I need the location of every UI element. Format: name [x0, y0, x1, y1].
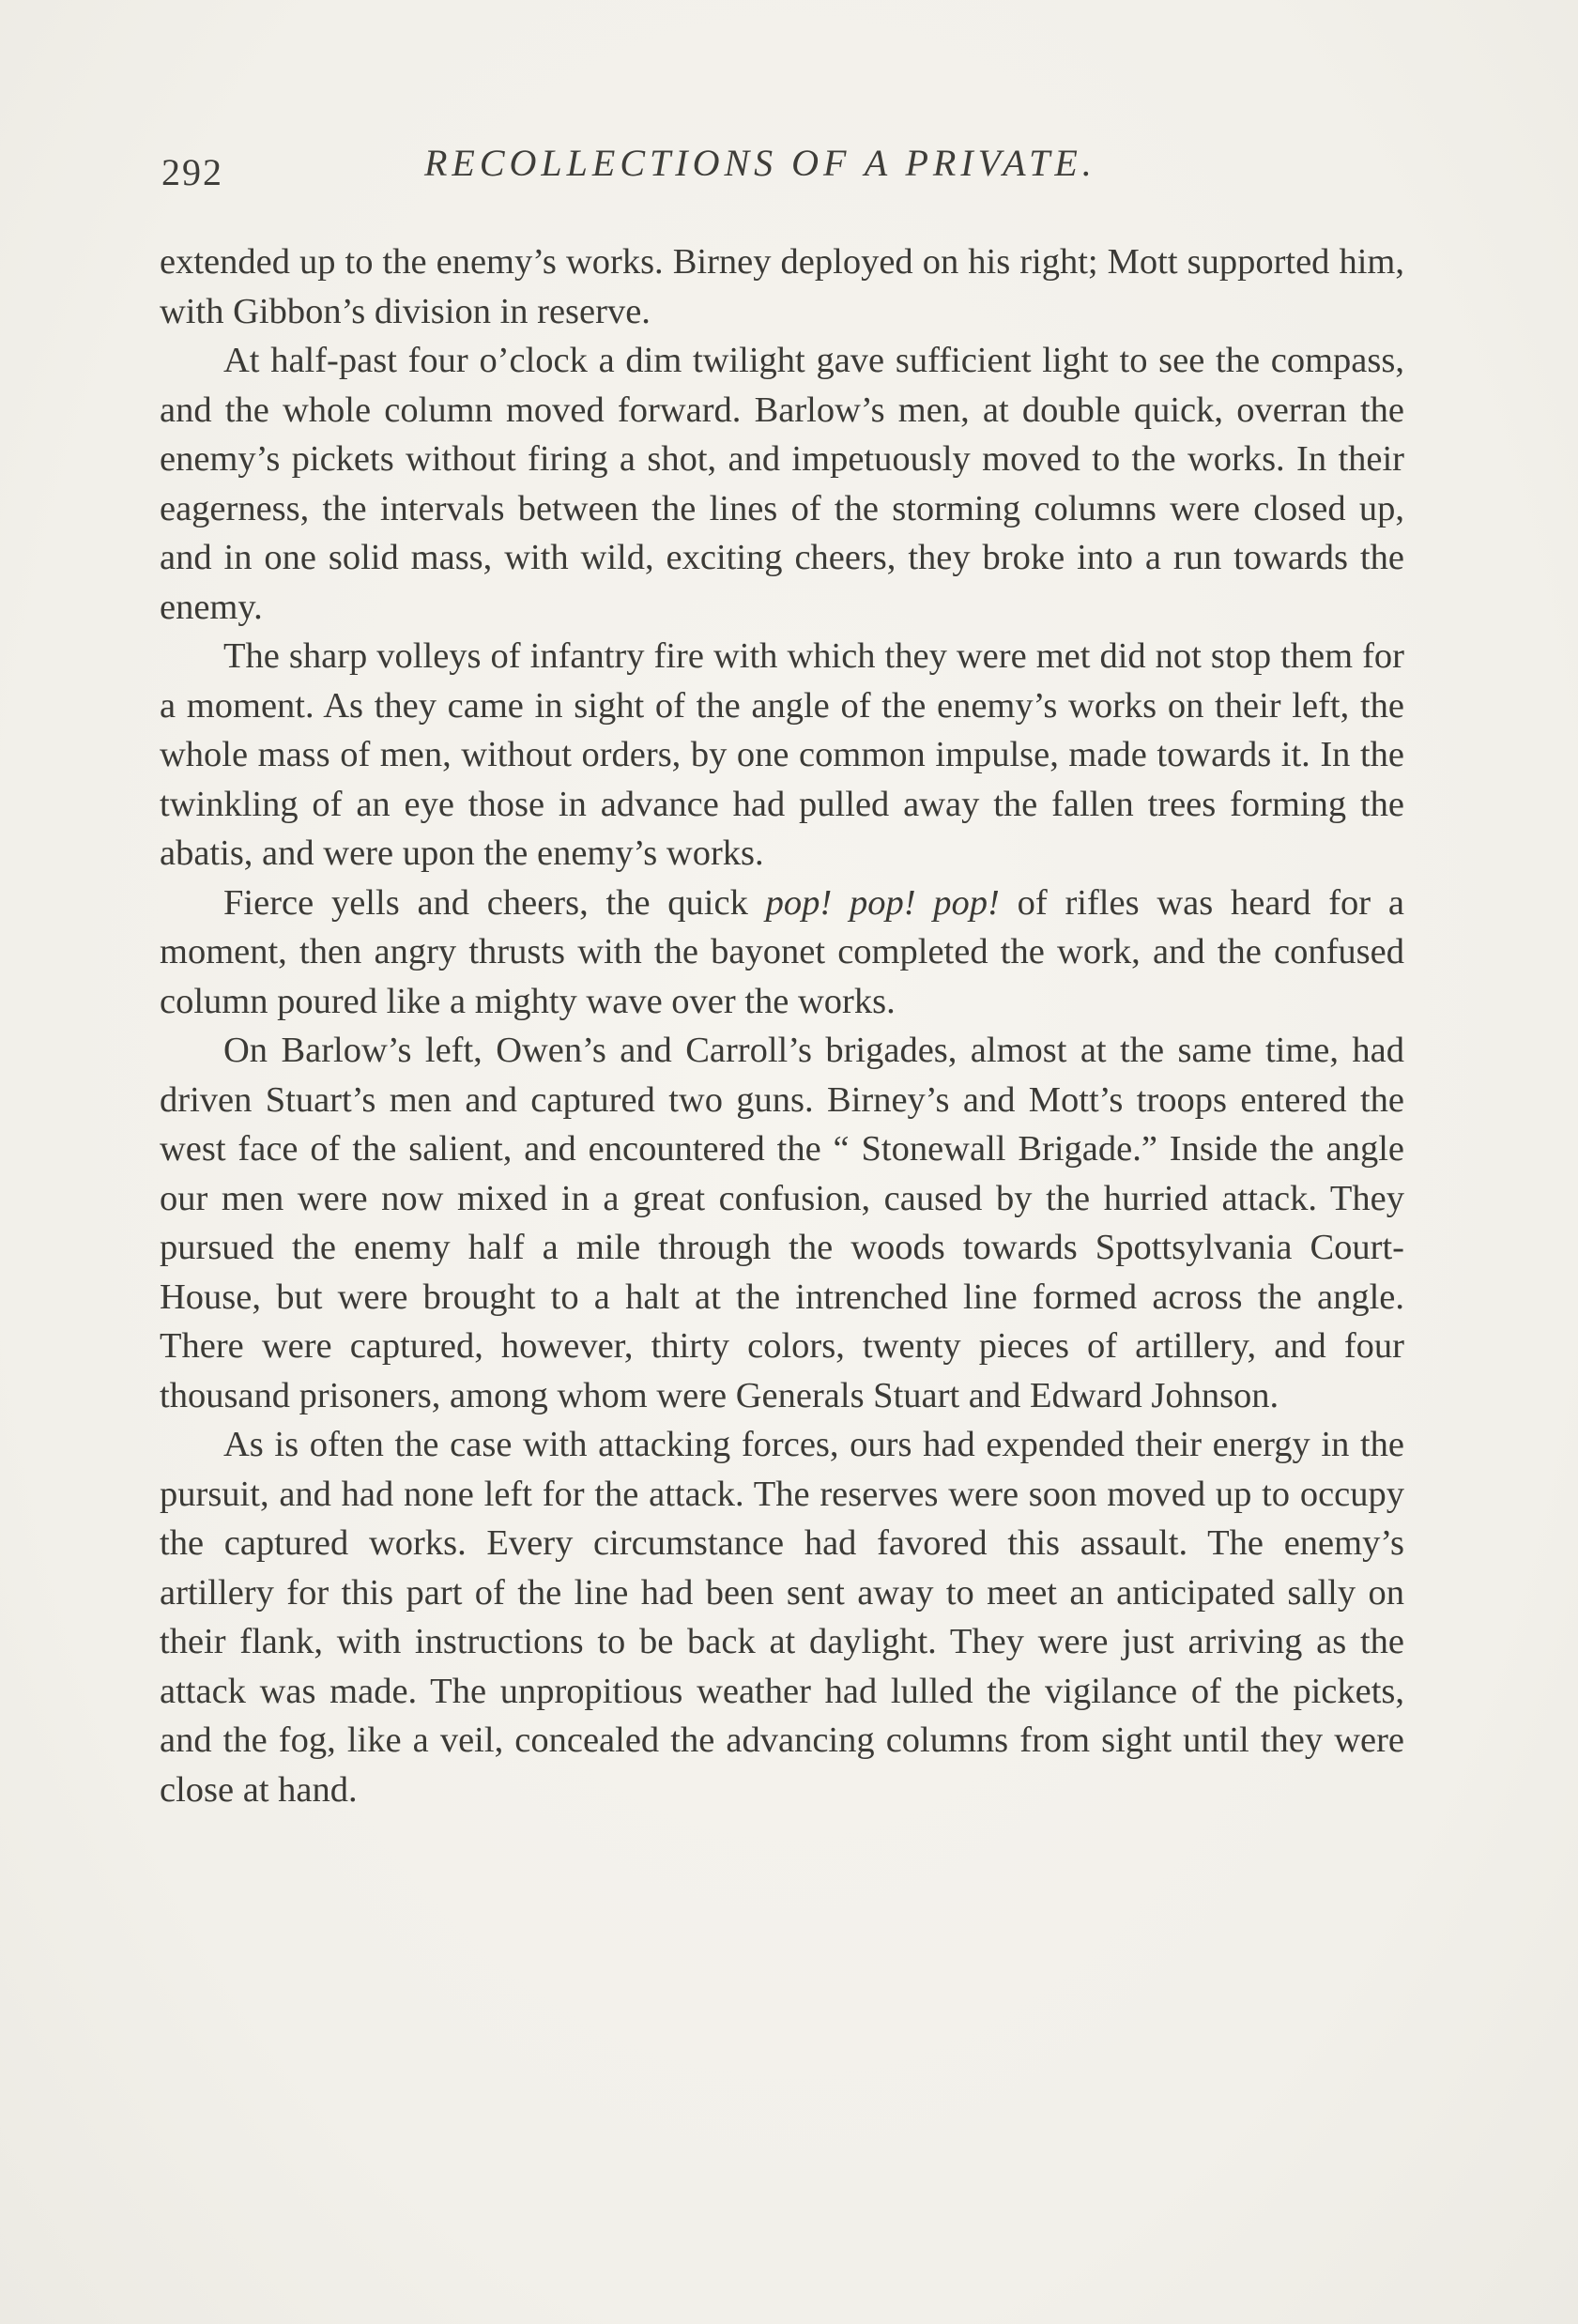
running-title: RECOLLECTIONS OF A PRIVATE.	[424, 142, 1096, 184]
paragraph-4-emphasis: pop! pop! pop!	[765, 882, 1000, 923]
paragraph-1: extended up to the enemy’s works. Birney deployed on his right; Mott supported him, with Gibbon’s division in reserve.	[160, 242, 1404, 331]
paragraph-5: On Barlow’s left, Owen’s and Carroll’s brigades, almost at the same time, had driven Stuart’s men and captured two guns. Birney’s and Mott’s troops entered the west face of the salient, and encountered the “ Stonewall Brigade.” Inside the angle our men were now mixed in a great confusion, caused by the hurried attack. They pursued the enemy half a mile through the woods towards Spottsylvania Court-House, but were brought to a halt at the intrenched line formed across the angle. There were captured, however, thirty colors, twenty pieces of artillery, and four thousand prisoners, among whom were Generals Stuart and Edward Johnson.	[160, 1031, 1404, 1415]
paragraph-3: The sharp volleys of infantry fire with which they were met did not stop them for a moment. As they came in sight of the angle of the enemy’s works on their left, the whole mass of men, without orders, by one common impulse, made towards it. In the twinkling of an eye those in advance had pulled away the fallen trees forming the abatis, and were upon the enemy’s works.	[160, 636, 1404, 873]
body-text	[160, 237, 1404, 1814]
paragraph-4	[160, 879, 1404, 1027]
paragraph-6: As is often the case with attacking forces, ours had expended their energy in the pursuit, and had none left for the attack. The reserves were soon moved up to occupy the captured works. Every circumstance had favored this assault. The enemy’s artillery for this part of the line had been sent away to meet an anticipated sally on their flank, with instructions to be back at daylight. They were just arriving as the attack was made. The unpropitious weather had lulled the vigilance of the pickets, and the fog, like a veil, concealed the advancing columns from sight until they were close at hand.	[160, 1425, 1404, 1810]
page-number: 292	[161, 151, 223, 193]
paragraph-4-after: of rifles was heard for a moment, then angry thrusts with the bayonet completed the work, and the confused column poured like a mighty wave over the works.	[160, 882, 1404, 1021]
paragraph-2: At half-past four o’clock a dim twilight gave sufficient light to see the compass, and the whole column moved forward. Barlow’s men, at double quick, overran the enemy’s pickets without firing a shot, and impetuously moved to the works. In their eagerness, the intervals between the lines of the storming columns were closed up, and in one solid mass, with wild, exciting cheers, they broke into a run towards the enemy.	[160, 341, 1404, 627]
paragraph-4-before: Fierce yells and cheers, the quick	[223, 882, 766, 923]
page-header	[161, 141, 1401, 206]
